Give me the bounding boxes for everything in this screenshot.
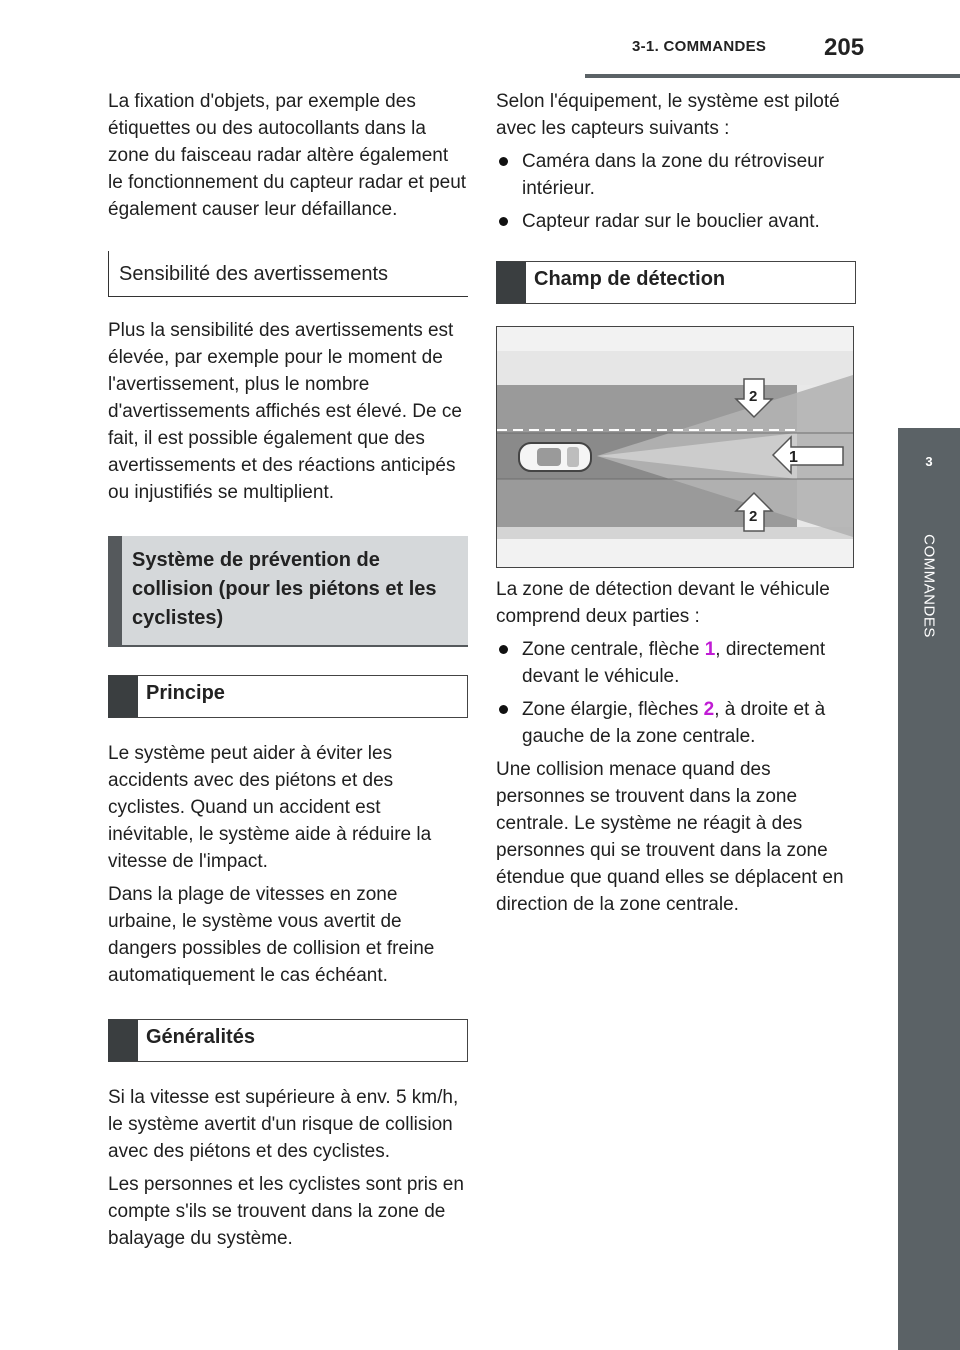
heading-collision-system: Système de prévention de collision (pour les piétons et les cyclistes) xyxy=(108,536,468,647)
label-center-zone: 1 xyxy=(789,449,798,466)
list-item xyxy=(496,636,856,690)
heading-principe: Principe xyxy=(108,675,468,718)
vehicle-icon xyxy=(519,443,591,471)
sensor-list xyxy=(496,148,856,235)
bullet-icon xyxy=(499,645,508,654)
paragraph-collision-threat: Une collision menace quand des personnes se trouvent dans la zone centrale. Le système ne réagit à des personnes qui se trouvent dans la zone étendue que quand elles se déplacent en direction de la zone centrale. xyxy=(496,759,844,915)
chapter-tab: 3 xyxy=(898,428,960,494)
zone-list xyxy=(496,636,856,750)
list-item-text: , directement devant le véhicule. xyxy=(522,639,826,687)
list-item-text: Zone élargie, flèches xyxy=(522,699,704,720)
bullet-icon xyxy=(499,705,508,714)
chapter-label: COMMANDES xyxy=(920,534,938,638)
label-wide-zone-bottom: 2 xyxy=(749,508,758,525)
paragraph-sensors-intro: Selon l'équipement, le système est piloté avec les capteurs suivants : xyxy=(496,91,840,139)
paragraph-zone-intro: La zone de détection devant le véhicule comprend deux parties : xyxy=(496,579,830,627)
list-item xyxy=(496,696,856,750)
detection-field-diagram xyxy=(496,326,854,568)
section-title: 3-1. COMMANDES xyxy=(632,38,767,55)
page-number: 205 xyxy=(824,34,865,61)
paragraph-principle-1: Le système peut aider à éviter les accidents avec des piétons et des cyclistes. Quand un accident est inévitable, le système aide à réduire la vitesse de l'impact. xyxy=(108,743,432,872)
bullet-icon xyxy=(499,217,508,226)
right-column xyxy=(496,88,856,924)
paragraph-general-2: Les personnes et les cyclistes sont pris en compte s'ils se trouvent dans la zone de balayage du système. xyxy=(108,1174,464,1249)
bullet-icon xyxy=(499,157,508,166)
list-item-text: , à droite et à gauche de la zone centrale. xyxy=(522,699,826,747)
subheading-sensitivity: Sensibilité des avertissements xyxy=(108,251,468,297)
zone-number: 1 xyxy=(704,639,716,660)
heading-champ-detection: Champ de détection xyxy=(496,261,856,304)
paragraph-principle-2: Dans la plage de vitesses en zone urbaine, le système vous avertit de dangers possibles de collision et freine automatiquement le cas échéant. xyxy=(108,884,435,986)
list-item-text: Zone centrale, flèche xyxy=(522,639,705,660)
paragraph-sensitivity: Plus la sensibilité des avertissements est élevée, par exemple pour le moment de l'avertissement, plus le nombre d'avertissements affichés est élevé. De ce fait, il est possible également que des avertissements et des réactions anticipés ou injustifiés se multiplient. xyxy=(108,320,462,503)
list-item-text: Capteur radar sur le bouclier avant. xyxy=(522,211,820,232)
left-column xyxy=(108,88,468,1258)
label-wide-zone-top: 2 xyxy=(749,388,758,405)
heading-generalites: Généralités xyxy=(108,1019,468,1062)
list-item xyxy=(496,148,856,202)
paragraph-general-1: Si la vitesse est supérieure à env. 5 km/h, le système avertit d'un risque de collision avec des piétons et des cyclistes. xyxy=(108,1087,459,1162)
road-verge-top xyxy=(497,351,853,385)
zone-number: 2 xyxy=(703,699,715,720)
paragraph-radar-stickers: La fixation d'objets, par exemple des étiquettes ou des autocollants dans la zone du faisceau radar altère également le fonctionnement du capteur radar et peut également causer leur défaillance. xyxy=(108,91,467,220)
list-item-text: Caméra dans la zone du rétroviseur intérieur. xyxy=(522,151,825,199)
header-rule xyxy=(585,74,960,78)
list-item xyxy=(496,208,856,235)
